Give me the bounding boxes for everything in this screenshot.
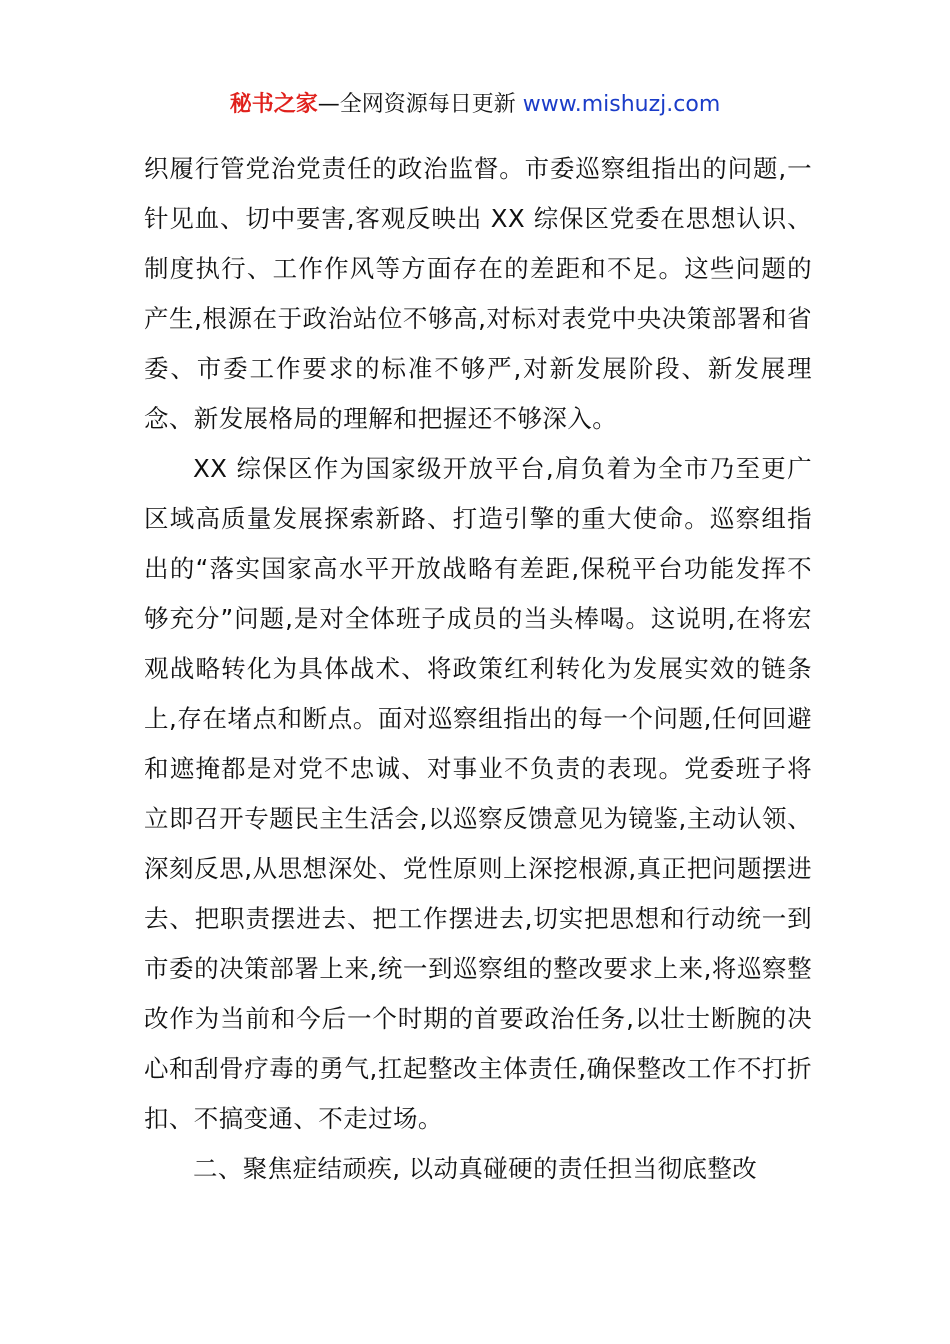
paragraph-1: 织履行管党治党责任的政治监督。市委巡察组指出的问题,一针见血、切中要害,客观反映出 XX 综保区党委在思想认识、制度执行、工作作风等方面存在的差距和不足。这些问题的产生,根源在于政治站位不够高,对标对表党中央决策部署和省委、市委工作要求的标准不够严,对新发展阶段、新发展理念、新发展格局的理解和把握还不够深入。 [144, 154, 812, 433]
document-body [144, 144, 812, 1194]
paragraph-2: XX 综保区作为国家级开放平台,肩负着为全市乃至更广区域高质量发展探索新路、打造引擎的重大使命。巡察组指出的“落实国家高水平开放战略有差距,保税平台功能发挥不够充分”问题,是对全体班子成员的当头棒喝。这说明,在将宏观战略转化为具体战术、将政策红利转化为发展实效的链条上,存在堵点和断点。面对巡察组指出的每一个问题,任何回避和遮掩都是对党不忠诚、对事业不负责的表现。党委班子将立即召开专题民主生活会,以巡察反馈意见为镜鉴,主动认领、深刻反思,从思想深处、党性原则上深挖根源,真正把问题摆进去、把职责摆进去、把工作摆进去,切实把思想和行动统一到市委的决策部署上来,统一到巡察组的整改要求上来,将巡察整改作为当前和今后一个时期的首要政治任务,以壮士断腕的决心和刮骨疗毒的勇气,扛起整改主体责任,确保整改工作不打折扣、不搞变通、不走过场。 [144, 454, 812, 1133]
site-header [0, 88, 950, 122]
brand-name: 秘书之家 [229, 92, 318, 117]
header-tagline: —全网资源每日更新 [317, 92, 523, 117]
site-url-link[interactable]: www.mishuzj.com [522, 92, 721, 117]
section-heading: 二、聚焦症结顽疾, 以动真碰硬的责任担当彻底整改 [193, 1154, 758, 1183]
